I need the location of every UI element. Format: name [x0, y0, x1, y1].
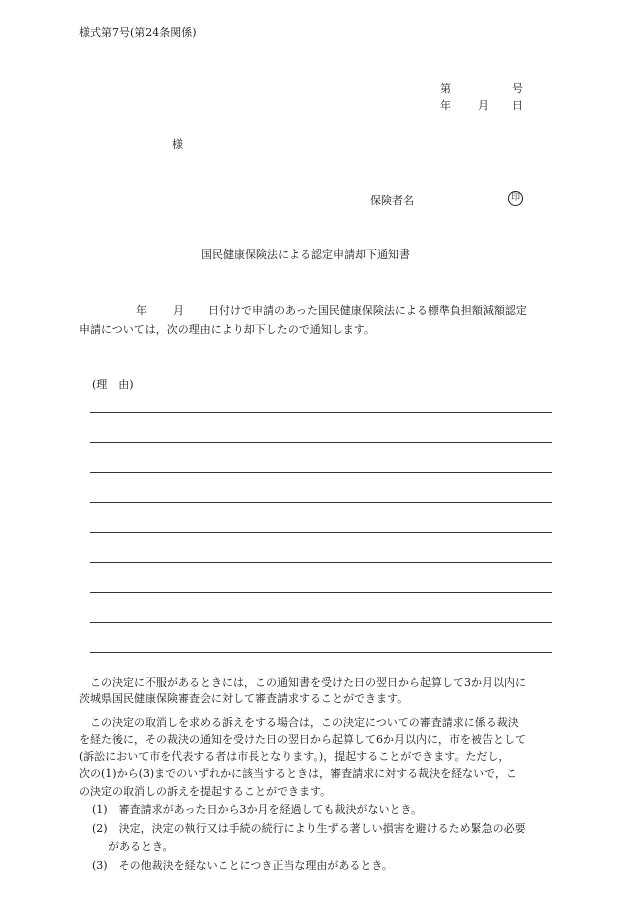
body-year-label: 年 [136, 304, 147, 317]
seal-mark: 印 [508, 191, 523, 206]
reason-label: (理 由) [92, 378, 134, 391]
date-day-label: 日 [512, 99, 523, 112]
reason-line [90, 412, 552, 413]
reason-line [90, 622, 552, 623]
date-month-label: 月 [478, 99, 489, 112]
notice-line: この決定に不服があるときには，この通知書を受けた日の翌日から起算して3か月以内に [90, 676, 526, 689]
document-number-prefix: 第 [440, 82, 451, 95]
reason-line [90, 532, 552, 533]
notice-line: の決定の取消しの訴えを提起することができます。 [79, 785, 332, 798]
reason-line [90, 652, 552, 653]
notice-line: 茨城県国民健康保険審査会に対して審査請求することができます。 [79, 692, 409, 705]
reason-line [90, 472, 552, 473]
document-title: 国民健康保険法による認定申請却下通知書 [201, 248, 410, 261]
notice-line: 次の(1)から(3)までのいずれかに該当するときは，審査請求に対する裁決を経ないで，こ [79, 767, 517, 780]
form-number: 様式第7号(第24条関係) [79, 26, 197, 39]
date-year-label: 年 [440, 99, 451, 112]
insurer-name-label: 保険者名 [370, 194, 414, 207]
reason-line [90, 442, 552, 443]
reason-line [90, 562, 552, 563]
document-number-suffix: 号 [512, 82, 523, 95]
notice-line: を経た後に，その裁決の通知を受けた日の翌日から起算して6か月以内に，市を被告として [79, 733, 526, 746]
body-text-line-1-rest: 日付けで申請のあった国民健康保険法による標準負担額減額認定 [208, 304, 527, 317]
notice-line: (3) その他裁決を経ないことにつき正当な理由があるとき。 [92, 859, 393, 872]
reason-line [90, 502, 552, 503]
body-month-label: 月 [173, 304, 184, 317]
body-text-line-2: 申請については，次の理由により却下したので通知します。 [79, 323, 375, 336]
recipient-honorific: 様 [172, 138, 183, 151]
notice-line: (2) 決定，決定の執行又は手続の続行により生ずる著しい損害を避けるため緊急の必要 [92, 822, 526, 835]
notice-line: があるとき。 [108, 840, 174, 853]
notice-line: (1) 審査請求があった日から3か月を経過しても裁決がないとき。 [92, 803, 423, 816]
reason-line [90, 592, 552, 593]
notice-line: (訴訟において市を代表する者は市長となります。)，提起することができます。ただし， [79, 750, 510, 763]
notice-line: この決定の取消しを求める訴えをする場合は，この決定についての審査請求に係る裁決 [90, 716, 519, 729]
